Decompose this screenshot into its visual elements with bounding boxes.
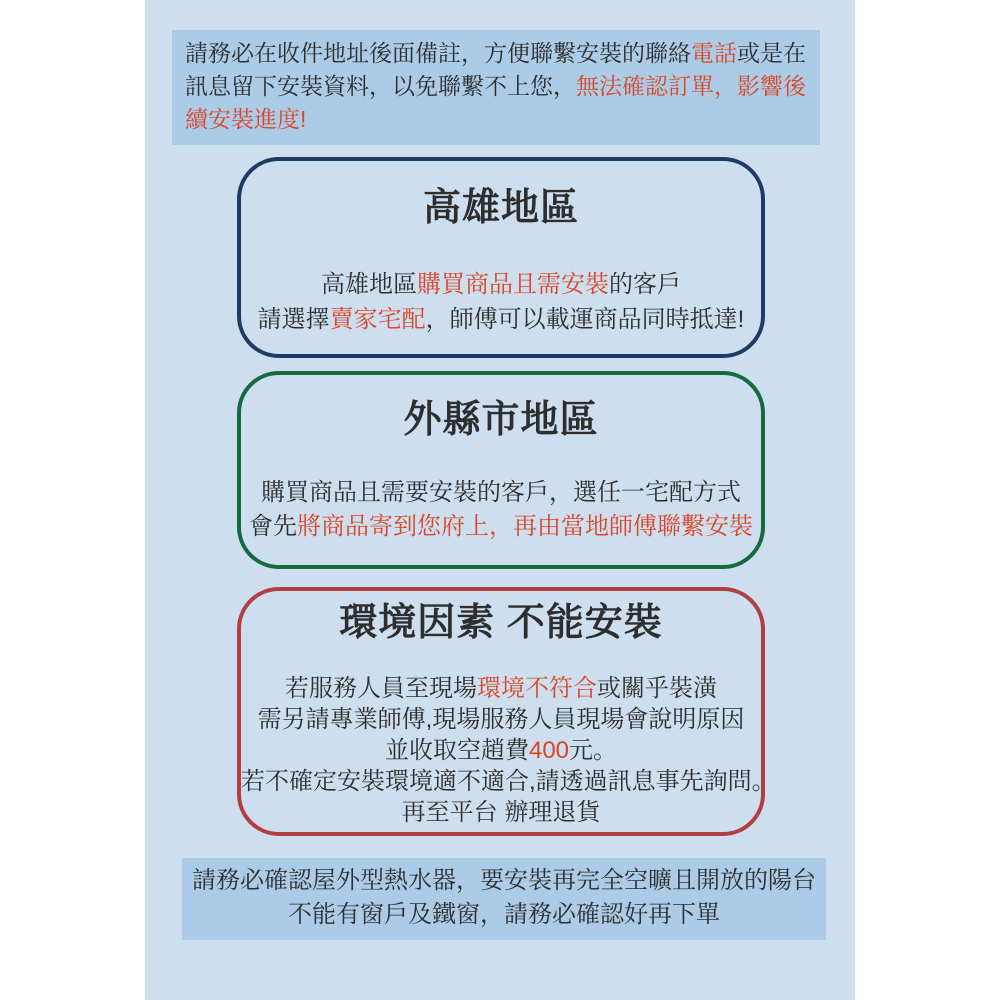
highlighted-text: 購買商品且需安裝 [417,271,609,298]
plain-text: 並收取空趙費 [384,737,529,764]
other-region-title: 外縣市地區 [403,399,599,441]
other-region-box [237,371,765,569]
plain-text: 請選擇 [257,306,330,333]
environment-restriction-box [237,587,776,836]
content-background [145,0,855,1000]
other-region-body [241,476,761,544]
plain-text: 購買商品且需要安裝的客戶，選任一宅配方式 [261,479,741,506]
highlighted-text: 賣家宅配 [329,306,426,333]
highlighted-text: 400 [528,737,570,764]
kaohsiung-area-title: 高雄地區 [422,187,579,229]
plain-text: 再至平台 辦理退貨 [401,799,601,826]
notice-line [241,735,761,766]
notice-line: 不能有窗戶及鐵窗，請務必確認好再下單 [288,901,720,928]
notice-line: 請務必確認屋外型熱水器，要安裝再完全空曠且開放的陽台 [192,867,816,894]
plain-text: 元。 [569,737,618,764]
plain-text: 會先 [249,513,297,540]
notice-line [241,302,761,337]
contact-info-notice [172,30,820,145]
notice-line [241,766,776,797]
plain-text: 若不確定安裝環境適不適合,請透過訊息事先詢問。 [241,768,776,795]
plain-text: 或是在訊息留下安裝資料，以免聯繫不上您， [185,40,806,99]
plain-text: 或關乎裝潢 [597,675,717,702]
environment-restriction-body [241,673,776,828]
notice-line [241,510,761,544]
notice-line [241,673,761,704]
plain-text: ，師傅可以載運商品同時抵達! [425,306,745,333]
highlighted-text: 無法確認訂單，影響後續安裝進度! [185,73,806,132]
highlighted-text: 電話 [691,40,737,66]
kaohsiung-area-box [237,157,765,358]
outdoor-heater-notice [182,858,826,940]
notice-line [241,704,761,735]
highlighted-text: 環境不符合 [477,675,597,702]
plain-text: 高雄地區 [321,271,417,298]
plain-text: 的客戶 [609,271,681,298]
highlighted-text: 將商品寄到您府上，再由當地師傅聯繫安裝 [297,513,753,540]
notice-line [241,797,761,828]
environment-restriction-title: 環境因素 不能安裝 [339,602,663,644]
kaohsiung-area-body [241,267,761,337]
notice-line [241,476,761,510]
notice-line [241,267,761,302]
plain-text: 請務必在收件地址後面備註，方便聯繫安裝的聯絡 [185,40,691,66]
plain-text: 需另請專業師傅,現場服務人員現場會說明原因 [257,706,745,733]
plain-text: 若服務人員至現場 [285,675,477,702]
